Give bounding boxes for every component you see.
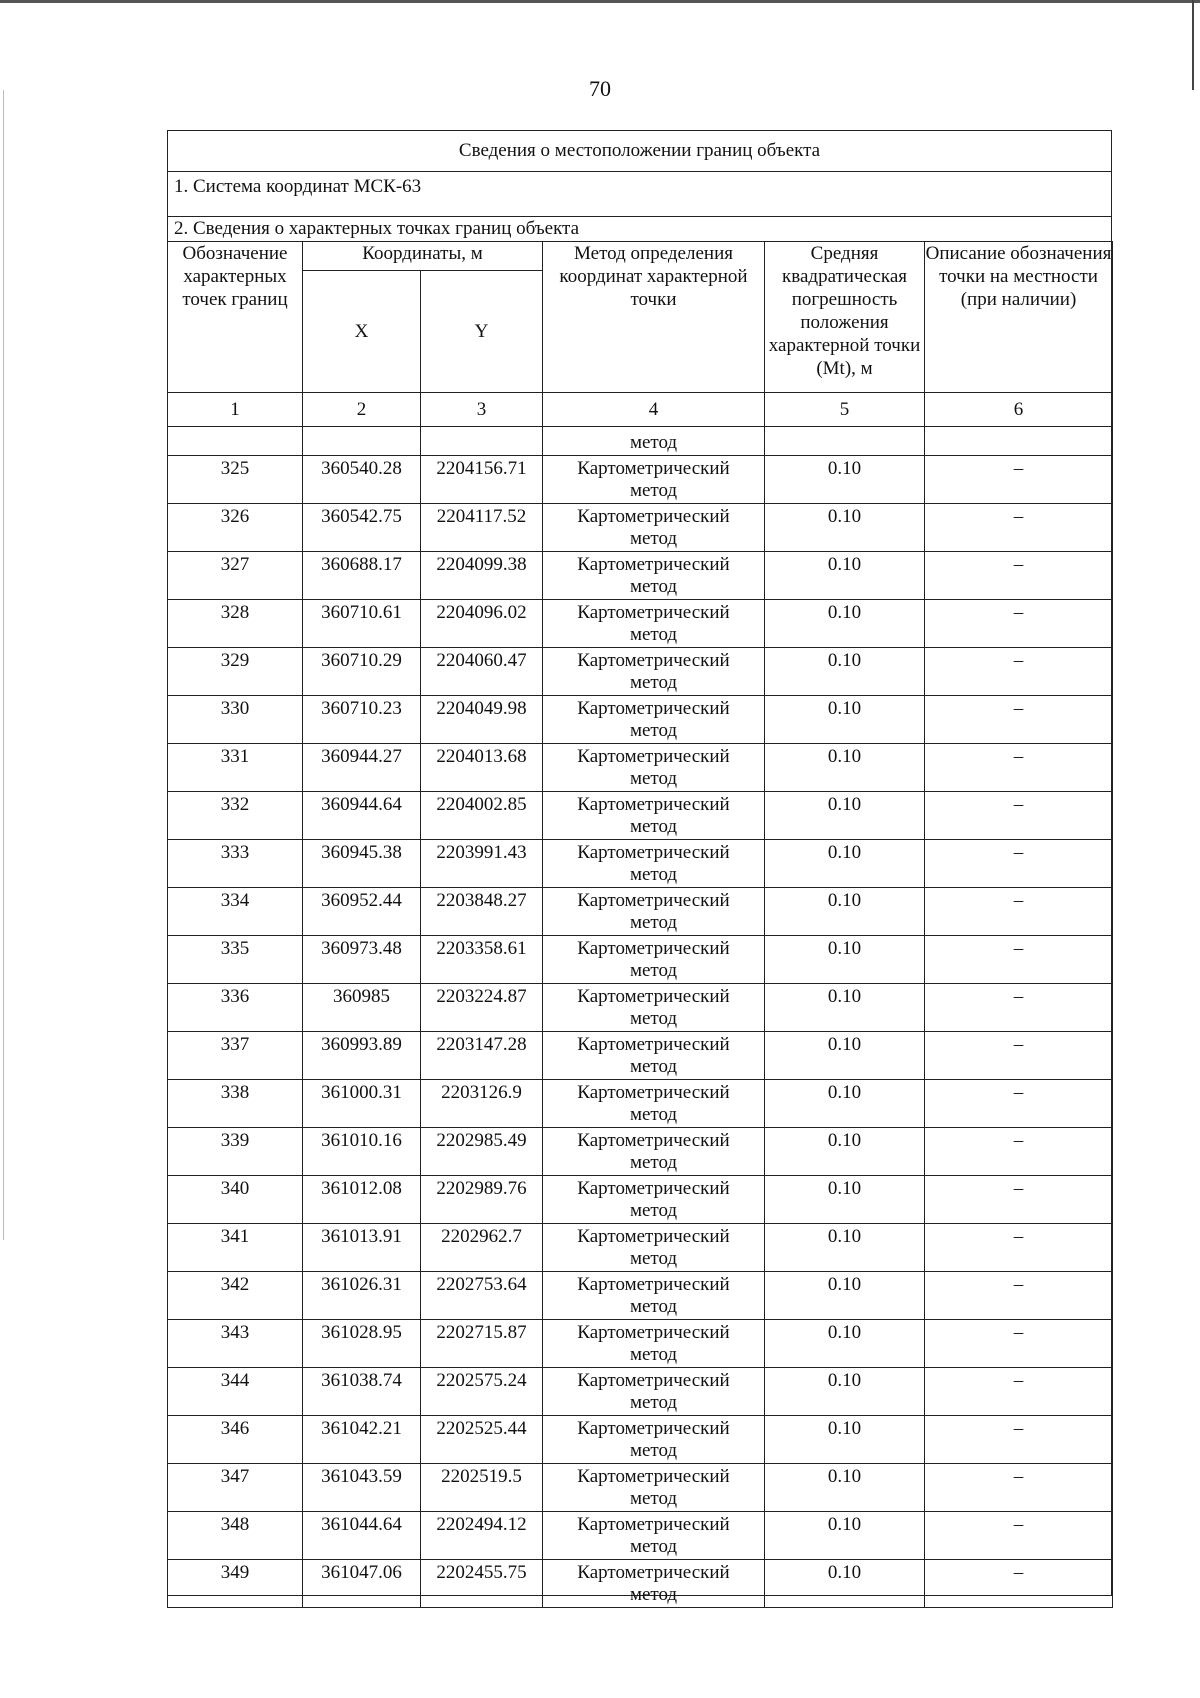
method-line: Картометрический [577,1418,730,1439]
point-id-cell: 335 [168,936,303,984]
method-line: метод [629,960,678,981]
point-id-cell: 342 [168,1272,303,1320]
point-id-cell: 337 [168,1032,303,1080]
table-row [168,888,1113,936]
header-point: Обозначение характерных точек границ [168,242,303,393]
document-title: Сведения о местоположении границ объекта [168,131,1111,172]
x-coordinate-cell: 361047.06 [303,1560,421,1608]
scan-edge-left [3,90,4,1240]
error-cell: 0.10 [765,648,925,696]
error-cell: 0.10 [765,600,925,648]
header-method: Метод определения координат характерной точки [543,242,765,393]
x-coordinate-cell: 360952.44 [303,888,421,936]
x-coordinate-cell: 360710.61 [303,600,421,648]
error-cell: 0.10 [765,1416,925,1464]
table-row [168,1128,1113,1176]
error-cell: 0.10 [765,744,925,792]
y-coordinate-cell: 2204013.68 [421,744,543,792]
error-cell: 0.10 [765,1080,925,1128]
y-coordinate-cell: 2203848.27 [421,888,543,936]
y-coordinate-cell: 2202989.76 [421,1176,543,1224]
header-coords: Координаты, м [303,242,543,271]
description-cell: – [925,504,1113,552]
description-cell: – [925,1368,1113,1416]
x-coordinate-cell: 360944.64 [303,792,421,840]
table-row [168,1512,1113,1560]
method-cell [543,648,765,696]
x-coordinate-cell: 361012.08 [303,1176,421,1224]
table-row [168,696,1113,744]
point-id-cell: 334 [168,888,303,936]
column-number: 2 [303,393,421,427]
point-id-cell: 333 [168,840,303,888]
y-coordinate-cell: 2203358.61 [421,936,543,984]
description-cell: – [925,744,1113,792]
y-coordinate-cell: 2202525.44 [421,1416,543,1464]
method-line: метод [629,1008,678,1029]
method-line: Картометрический [577,794,730,815]
method-line: метод [629,720,678,741]
method-line: Картометрический [577,1178,730,1199]
method-line: Картометрический [577,1226,730,1247]
method-cell [543,1320,765,1368]
header-y: Y [421,271,543,393]
method-cell [543,696,765,744]
method-line: метод [629,1392,678,1413]
point-id-cell: 336 [168,984,303,1032]
table-row [168,1032,1113,1080]
method-line: Картометрический [577,1370,730,1391]
method-line: метод [629,1248,678,1269]
method-cell [543,888,765,936]
x-coordinate-cell: 361038.74 [303,1368,421,1416]
description-cell: – [925,1176,1113,1224]
method-cell [543,1032,765,1080]
table-row [168,648,1113,696]
point-id-cell: 338 [168,1080,303,1128]
method-line: метод [629,1296,678,1317]
table-row [168,744,1113,792]
method-line: Картометрический [577,1562,730,1583]
y-coordinate-cell: 2202519.5 [421,1464,543,1512]
method-line: Картометрический [577,650,730,671]
method-line: Картометрический [577,602,730,623]
method-line: Картометрический [577,1034,730,1055]
x-coordinate-cell: 361043.59 [303,1464,421,1512]
error-cell: 0.10 [765,1224,925,1272]
error-cell: 0.10 [765,504,925,552]
method-cell [543,1464,765,1512]
point-id-cell: 339 [168,1128,303,1176]
table-row [168,1368,1113,1416]
y-coordinate-cell: 2202455.75 [421,1560,543,1608]
method-line: метод [629,1584,678,1605]
point-id-cell: 329 [168,648,303,696]
x-coordinate-cell: 361044.64 [303,1512,421,1560]
y-coordinate-cell: 2204060.47 [421,648,543,696]
description-cell: – [925,552,1113,600]
point-id-cell: 327 [168,552,303,600]
x-coordinate-cell: 360542.75 [303,504,421,552]
description-cell: – [925,456,1113,504]
column-number: 6 [925,393,1113,427]
method-line: метод [629,1488,678,1509]
point-id-cell: 340 [168,1176,303,1224]
error-cell: 0.10 [765,456,925,504]
y-coordinate-cell: 2203224.87 [421,984,543,1032]
method-line: Картометрический [577,1466,730,1487]
table-row [168,504,1113,552]
method-cell [543,936,765,984]
error-cell: 0.10 [765,792,925,840]
point-id-cell: 331 [168,744,303,792]
x-coordinate-cell: 361026.31 [303,1272,421,1320]
method-line: Картометрический [577,506,730,527]
description-cell: – [925,1560,1113,1608]
table-row [168,1080,1113,1128]
table-row [168,792,1113,840]
method-cell [543,840,765,888]
description-cell: – [925,1272,1113,1320]
method-line: Картометрический [577,842,730,863]
y-coordinate-cell: 2202753.64 [421,1272,543,1320]
column-number: 5 [765,393,925,427]
method-line: Картометрический [577,1322,730,1343]
table-row [168,1320,1113,1368]
method-cell [543,792,765,840]
description-cell: – [925,648,1113,696]
method-line: метод [629,864,678,885]
table-row [168,456,1113,504]
x-coordinate-cell: 360945.38 [303,840,421,888]
point-id-cell: 330 [168,696,303,744]
method-cell [543,1080,765,1128]
method-line: метод [629,672,678,693]
column-number: 3 [421,393,543,427]
y-coordinate-cell: 2203126.9 [421,1080,543,1128]
method-line: Картометрический [577,1514,730,1535]
method-line: метод [629,1056,678,1077]
method-line: Картометрический [577,938,730,959]
method-cell [543,456,765,504]
method-line: Картометрический [577,1130,730,1151]
error-cell: 0.10 [765,984,925,1032]
method-line: метод [629,1104,678,1125]
error-cell: 0.10 [765,840,925,888]
x-coordinate-cell: 360540.28 [303,456,421,504]
method-cell [543,1128,765,1176]
method-line: Картометрический [577,1082,730,1103]
error-cell: 0.10 [765,1320,925,1368]
method-line: метод [629,1152,678,1173]
x-coordinate-cell: 360944.27 [303,744,421,792]
description-cell: – [925,1320,1113,1368]
y-coordinate-cell: 2202715.87 [421,1320,543,1368]
x-coordinate-cell: 361042.21 [303,1416,421,1464]
method-line: метод [629,912,678,933]
description-cell: – [925,1464,1113,1512]
method-cell [543,600,765,648]
method-line: Картометрический [577,890,730,911]
y-coordinate-cell: 2204096.02 [421,600,543,648]
error-cell: 0.10 [765,1512,925,1560]
method-cell [543,744,765,792]
method-line: Картометрический [577,1274,730,1295]
section-title: 2. Сведения о характерных точках границ объекта [174,218,580,239]
description-cell: – [925,984,1113,1032]
table-row [168,1464,1113,1512]
table-row [168,984,1113,1032]
point-id-cell: 349 [168,1560,303,1608]
table-row [168,1560,1113,1608]
description-cell: – [925,888,1113,936]
method-line: метод [629,576,678,597]
error-cell: 0.10 [765,936,925,984]
x-coordinate-cell: 360688.17 [303,552,421,600]
error-cell: 0.10 [765,1032,925,1080]
method-cell [543,1512,765,1560]
continuation-method: метод [543,427,765,456]
point-id-cell: 343 [168,1320,303,1368]
method-line: метод [629,528,678,549]
header-x: X [303,271,421,393]
column-number: 4 [543,393,765,427]
boundary-info-document [167,130,1112,1605]
y-coordinate-cell: 2203147.28 [421,1032,543,1080]
method-line: метод [629,1440,678,1461]
point-id-cell: 346 [168,1416,303,1464]
point-id-cell: 344 [168,1368,303,1416]
description-cell: – [925,1224,1113,1272]
x-coordinate-cell: 360973.48 [303,936,421,984]
y-coordinate-cell: 2204002.85 [421,792,543,840]
x-coordinate-cell: 360985 [303,984,421,1032]
error-cell: 0.10 [765,1272,925,1320]
method-line: Картометрический [577,746,730,767]
description-cell: – [925,696,1113,744]
table-row [168,552,1113,600]
boundary-points-table [167,241,1113,1608]
y-coordinate-cell: 2204049.98 [421,696,543,744]
method-cell [543,1368,765,1416]
description-cell: – [925,1128,1113,1176]
y-coordinate-cell: 2202575.24 [421,1368,543,1416]
table-row [168,1416,1113,1464]
error-cell: 0.10 [765,888,925,936]
continuation-row [168,427,1113,456]
table-row [168,1224,1113,1272]
y-coordinate-cell: 2202494.12 [421,1512,543,1560]
method-cell [543,1176,765,1224]
method-line: Картометрический [577,986,730,1007]
method-line: метод [629,1344,678,1365]
method-line: метод [629,816,678,837]
error-cell: 0.10 [765,1464,925,1512]
table-row [168,840,1113,888]
error-cell: 0.10 [765,1128,925,1176]
point-id-cell: 341 [168,1224,303,1272]
method-cell [543,1416,765,1464]
description-cell: – [925,600,1113,648]
method-line: метод [629,768,678,789]
description-cell: – [925,1416,1113,1464]
x-coordinate-cell: 361028.95 [303,1320,421,1368]
method-line: Картометрический [577,458,730,479]
method-cell [543,1560,765,1608]
scan-edge-top [0,0,1200,3]
description-cell: – [925,792,1113,840]
y-coordinate-cell: 2202985.49 [421,1128,543,1176]
coordinate-system: 1. Система координат МСК-63 [168,172,1111,217]
table-row [168,936,1113,984]
header-error: Средняя квадратическая погрешность положения характерной точки (Mt), м [765,242,925,393]
method-line: Картометрический [577,554,730,575]
table-row [168,600,1113,648]
method-cell [543,1224,765,1272]
y-coordinate-cell: 2203991.43 [421,840,543,888]
x-coordinate-cell: 360993.89 [303,1032,421,1080]
point-id-cell: 332 [168,792,303,840]
description-cell: – [925,1512,1113,1560]
description-cell: – [925,1032,1113,1080]
page-number: 70 [589,76,611,101]
error-cell: 0.10 [765,1176,925,1224]
method-cell [543,552,765,600]
method-line: метод [629,1200,678,1221]
point-id-cell: 348 [168,1512,303,1560]
method-line: Картометрический [577,698,730,719]
point-id-cell: 328 [168,600,303,648]
point-id-cell: 347 [168,1464,303,1512]
error-cell: 0.10 [765,1368,925,1416]
x-coordinate-cell: 360710.29 [303,648,421,696]
x-coordinate-cell: 361010.16 [303,1128,421,1176]
description-cell: – [925,840,1113,888]
x-coordinate-cell: 360710.23 [303,696,421,744]
method-cell [543,504,765,552]
y-coordinate-cell: 2204099.38 [421,552,543,600]
description-cell: – [925,1080,1113,1128]
table-row [168,1272,1113,1320]
method-line: метод [629,1536,678,1557]
y-coordinate-cell: 2204117.52 [421,504,543,552]
y-coordinate-cell: 2204156.71 [421,456,543,504]
column-number: 1 [168,393,303,427]
method-cell [543,984,765,1032]
error-cell: 0.10 [765,696,925,744]
x-coordinate-cell: 361013.91 [303,1224,421,1272]
x-coordinate-cell: 361000.31 [303,1080,421,1128]
method-cell [543,1272,765,1320]
method-line: метод [629,480,678,501]
description-cell: – [925,936,1113,984]
header-description: Описание обозначения точки на местности (при наличии) [925,242,1113,393]
point-id-cell: 325 [168,456,303,504]
error-cell: 0.10 [765,1560,925,1608]
error-cell: 0.10 [765,552,925,600]
method-line: метод [629,624,678,645]
table-row [168,1176,1113,1224]
point-id-cell: 326 [168,504,303,552]
y-coordinate-cell: 2202962.7 [421,1224,543,1272]
